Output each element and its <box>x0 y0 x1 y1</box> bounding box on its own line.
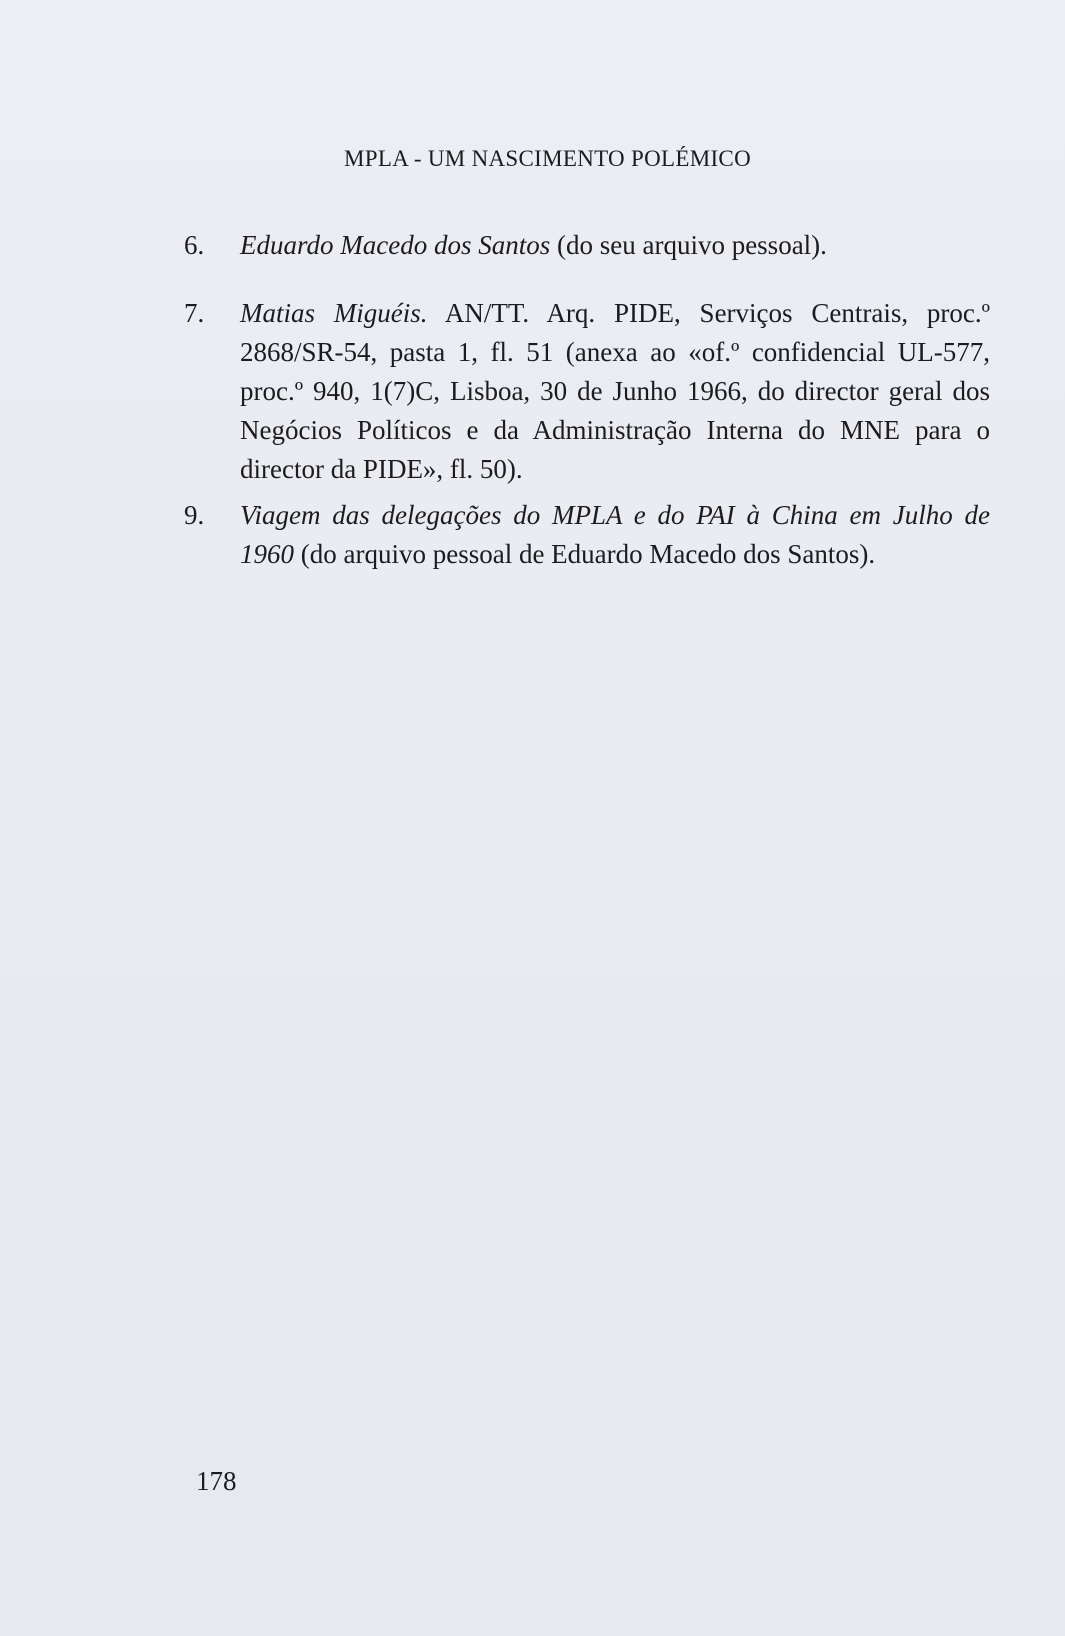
item-number: 6. <box>184 230 205 260</box>
item-title: Matias Miguéis. <box>240 298 428 328</box>
item-text <box>240 226 990 265</box>
item-title: Eduardo Macedo dos Santos <box>240 230 551 260</box>
item-number: 9. <box>184 500 205 530</box>
list-item <box>184 226 990 265</box>
item-description: (do arquivo pessoal de Eduardo Macedo dos Santos). <box>294 539 876 569</box>
item-title: Viagem das delegações do MPLA e do PAI à China em Julho de 1960 <box>240 500 990 569</box>
page-number: 178 <box>196 1466 237 1496</box>
item-text <box>240 294 990 489</box>
running-head: MPLA - UM NASCIMENTO POLÉMICO <box>344 146 751 171</box>
item-text <box>240 496 990 574</box>
item-description: AN/TT. Arq. PIDE, Serviços Centrais, proc.º 2868/SR-54, pasta 1, fl. 51 (anexa ao «of.º confidencial UL-577, proc.º 940, 1(7)C, Lisboa, 30 de Junho 1966, do director geral dos Negócios Políticos e da Administração Interna do MNE para o director da PIDE», fl. 50). <box>240 298 990 484</box>
item-description: (do seu arquivo pessoal). <box>550 230 827 260</box>
list-item <box>184 496 990 574</box>
item-number: 7. <box>184 298 205 328</box>
list-item <box>184 294 990 489</box>
